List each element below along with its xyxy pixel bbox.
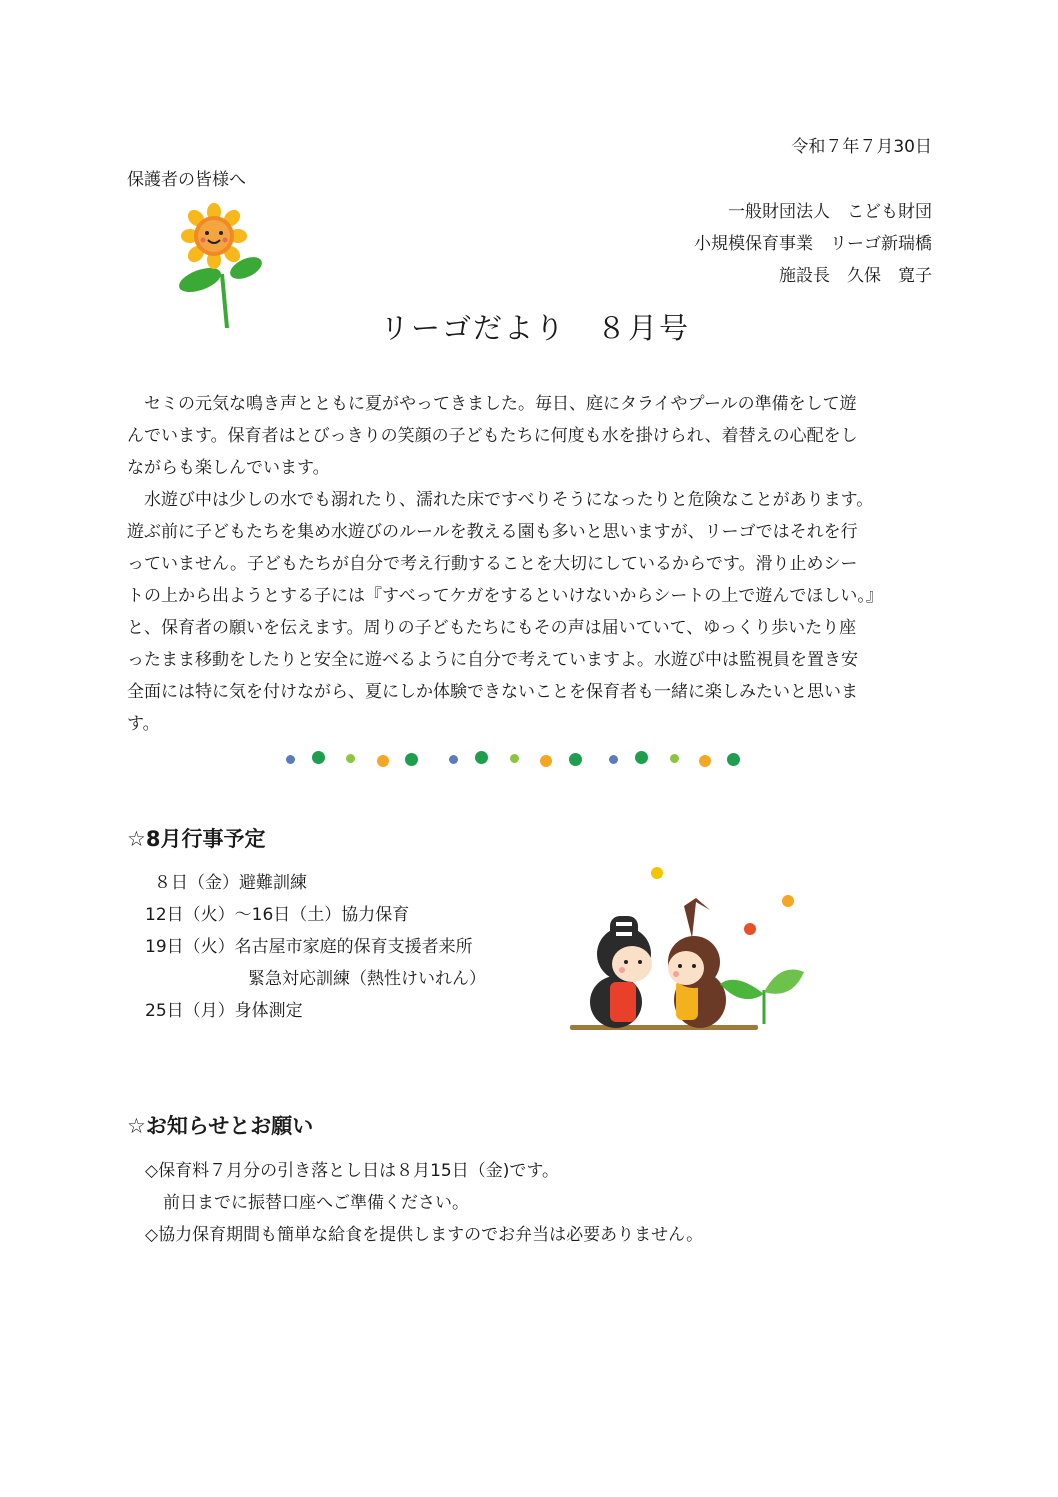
divider-dot <box>377 755 389 767</box>
divider-dot <box>609 755 618 764</box>
sunflower-illustration <box>172 202 268 334</box>
divider-dot <box>286 755 295 764</box>
divider-dot <box>670 754 679 763</box>
beetle-horn <box>684 898 710 938</box>
divider-dot <box>635 751 648 764</box>
addressee: 保護者の皆様へ <box>127 170 246 190</box>
divider-dot <box>405 753 418 766</box>
divider-dot <box>727 753 740 766</box>
intro-line: トの上から出ようとする子には『すべってケガをするといけないからシートの上で遊んでほしい。』 <box>127 586 883 606</box>
sprout-leaf-right <box>764 970 804 994</box>
org-name: 一般財団法人 こども財団 <box>728 202 932 222</box>
divider-dot <box>449 755 458 764</box>
intro-line: んでいます。保育者はとびっきりの笑顔の子どもたちに何度も水を掛けられ、着替えの心配をし <box>127 426 858 446</box>
sunflower-eye-left <box>205 231 209 235</box>
sprout-leaf-left <box>720 980 764 999</box>
intro-line: と、保育者の願いを伝えます。周りの子どもたちにもその声は届いていて、ゆっくり歩いたり座 <box>127 618 857 638</box>
intro-line: 水遊び中は少しの水でも溺れたり、濡れた床ですべりそうになったりと危険なことがあります。 <box>127 490 874 510</box>
divider-dot <box>699 755 711 767</box>
event-item: ８日（金）避難訓練 <box>154 873 307 893</box>
sunflower-stem <box>222 274 227 328</box>
event-item: 19日（火）名古屋市家庭的保育支援者来所 <box>145 937 473 957</box>
events-heading: ☆8月行事予定 <box>127 827 266 851</box>
notice-item: ◇保育料７月分の引き落とし日は８月15日（金)です。 <box>145 1161 559 1181</box>
notice-item: ◇協力保育期間も簡単な給食を提供しますのでお弁当は必要ありません。 <box>145 1225 704 1245</box>
intro-line: す。 <box>127 714 160 734</box>
red-dot <box>744 923 756 935</box>
notices-heading: ☆お知らせとお願い <box>127 1114 314 1138</box>
divider-dot <box>510 754 519 763</box>
divider-dot <box>312 751 325 764</box>
dot-divider <box>282 746 752 770</box>
director-name: 施設長 久保 寛子 <box>779 266 932 286</box>
event-item-continued: 緊急対応訓練（熱性けいれん） <box>248 969 486 989</box>
orange-dot <box>782 895 794 907</box>
yellow-dot <box>651 867 663 879</box>
event-item: 12日（火）～16日（土）協力保育 <box>145 905 410 925</box>
intro-line: っていません。子どもたちが自分で考え行動することを大切にしているからです。滑り止めシー <box>127 554 858 574</box>
event-item: 25日（月）身体測定 <box>145 1001 303 1021</box>
intro-line: ったまま移動をしたりと安全に遊べるように自分で考えていますよ。水遊び中は監視員を置き安 <box>127 650 858 670</box>
intro-line: 全面には特に気を付けながら、夏にしか体験できないことを保育者も一緒に楽しみたいと思いま <box>127 682 858 702</box>
facility-name: 小規模保育事業 リーゴ新瑞橋 <box>694 234 932 254</box>
sunflower-eye-right <box>219 231 223 235</box>
intro-line: セミの元気な鳴き声とともに夏がやってきました。毎日、庭にタライやプールの準備をして遊 <box>127 394 857 414</box>
intro-paragraph <box>127 393 883 745</box>
divider-dot <box>346 754 355 763</box>
divider-dot <box>475 751 488 764</box>
date: 令和７年７月30日 <box>791 137 932 157</box>
notice-item-continued: 前日までに振替口座へご準備ください。 <box>163 1193 469 1213</box>
intro-line: 遊ぶ前に子どもたちを集め水遊びのルールを教える園も多いと思いますが、リーゴではそれを行 <box>127 522 858 542</box>
intro-line: ながらも楽しんでいます。 <box>127 458 330 478</box>
page-title: リーゴだより ８月号 <box>380 311 691 345</box>
beetles-illustration <box>566 862 810 1038</box>
divider-dot <box>569 753 582 766</box>
divider-dot <box>540 755 552 767</box>
ground-log <box>570 1025 758 1030</box>
